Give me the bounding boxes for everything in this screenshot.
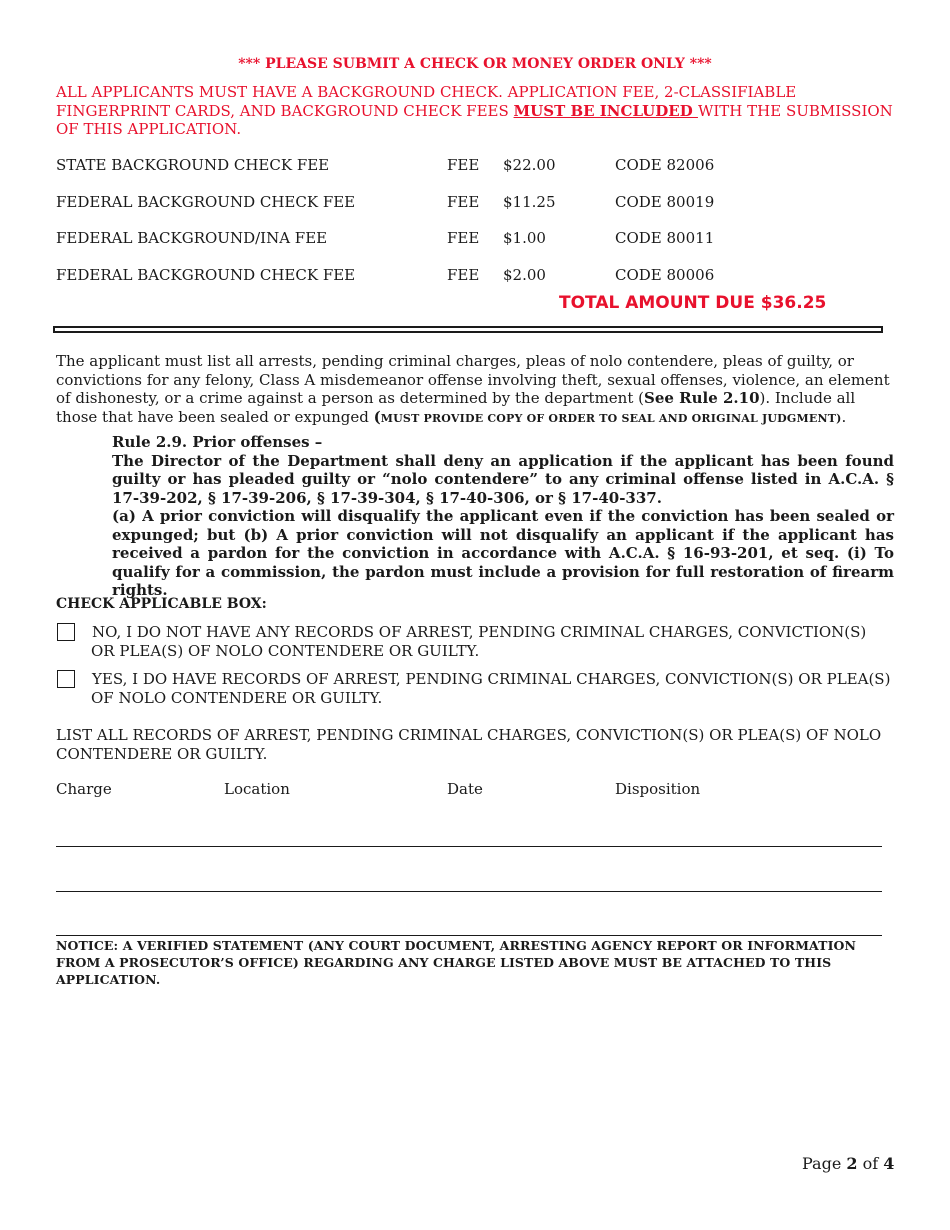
fee-name: STATE BACKGROUND CHECK FEE [56,156,330,174]
column-location: Location [224,780,290,798]
rule-body-1: The Director of the Department shall deny an application if the applicant has been found guilty or has pleaded guilty or “nolo contendere” to any criminal offense listed in A.C.A. § 17-39-202, § 17-39-206, § 17-39-304, § 17-40-306, or § 17-40-337. [112,451,894,507]
fee-label: FEE [447,229,480,247]
no-records-checkbox[interactable] [57,623,75,641]
no-records-option: NO, I DO NOT HAVE ANY RECORDS OF ARREST, PENDING CRIMINAL CHARGES, CONVICTION(S) OR PLEA(S) OF NOLO CONTENDERE OR GUILTY. [91,623,867,660]
disclosure-text-2: ). Include all those that have been sealed or expunged [56,389,856,426]
record-entry-line[interactable] [56,935,882,936]
page-current: 2 [846,1154,858,1173]
yes-records-option: YES, I DO HAVE RECORDS OF ARREST, PENDING CRIMINAL CHARGES, CONVICTION(S) OR PLEA(S) OF NOLO CONTENDERE OR GUILTY. [91,670,891,707]
disclosure-text-1: The applicant must list all arrests, pending criminal charges, pleas of nolo contendere, pleas of guilty, or convictions for any felony, Class A misdemeanor offense involving theft, sexual offenses, violence, an element of dishonesty, or a crime against a person as determined by the department ( [56,352,890,407]
page-number [802,1154,894,1173]
check-applicable-label: CHECK APPLICABLE BOX: [56,596,267,612]
intro-text-start: ALL APPLICANTS MUST HAVE A BACKGROUND CHECK. APPLICATION FEE, 2-CLASSIFIABLE FINGERPRINT CARDS, AND BACKGROUND CHECK FEES [56,83,797,120]
fee-name: FEDERAL BACKGROUND/INA FEE [56,229,328,247]
column-disposition: Disposition [615,780,701,798]
fee-amount: $2.00 [503,266,546,284]
fee-label: FEE [447,193,480,211]
fee-code: CODE 82006 [615,156,715,174]
page-total: 4 [883,1154,895,1173]
disclosure-text-3: . [841,407,847,426]
column-charge: Charge [56,780,112,798]
page-of: of [857,1154,884,1173]
intro-text-end: WITH THE SUBMISSION OF THIS APPLICATION. [56,101,893,138]
fee-amount: $22.00 [503,156,556,174]
fee-code: CODE 80006 [615,266,715,284]
fee-code: CODE 80011 [615,229,715,247]
fee-name: FEDERAL BACKGROUND CHECK FEE [56,266,356,284]
section-divider [53,326,883,333]
rule-body-2: (a) A prior conviction will disqualify the applicant even if the conviction has been sealed or expunged; but (b) A prior conviction will not disqualify an applicant if the applicant has received a pardon for the conviction in accordance with A.C.A. § 16-93-201, et seq. (i) To qualify for a commission, the pardon must include a provision for full restoration of firearm rights. [112,507,894,599]
rule-title: Rule 2.9. Prior offenses – [112,433,323,451]
fee-label: FEE [447,266,480,284]
fee-amount: $1.00 [503,229,546,247]
rule-reference: See Rule 2.10 [644,389,760,407]
order-note: MUST PROVIDE COPY OF ORDER TO SEAL AND ORIGINAL JUDGMENT) [380,411,842,425]
submit-notice: *** PLEASE SUBMIT A CHECK OR MONEY ORDER ONLY *** [238,56,712,72]
fee-code: CODE 80019 [615,193,715,211]
yes-records-checkbox[interactable] [57,670,75,688]
disclosure-paragraph [56,352,901,428]
total-amount-due: TOTAL AMOUNT DUE $36.25 [559,293,827,313]
paren-open: ( [373,407,381,426]
verified-statement-notice: NOTICE: A VERIFIED STATEMENT (ANY COURT DOCUMENT, ARRESTING AGENCY REPORT OR INFORMATION FROM A PROSECUTOR’S OFFICE) REGARDING ANY CHARGE LISTED ABOVE MUST BE ATTACHED TO THIS APPLICATION. [56,938,857,987]
fee-label: FEE [447,156,480,174]
column-date: Date [447,780,483,798]
record-entry-line[interactable] [56,846,882,847]
fee-row [0,156,950,176]
records-instruction: LIST ALL RECORDS OF ARREST, PENDING CRIMINAL CHARGES, CONVICTION(S) OR PLEA(S) OF NOLO CONTENDERE OR GUILTY. [56,726,882,763]
fee-row [0,193,950,213]
fee-amount: $11.25 [503,193,556,211]
intro-emphasis: MUST BE INCLUDED [513,101,698,120]
fee-name: FEDERAL BACKGROUND CHECK FEE [56,193,356,211]
rule-2-9-block [112,433,894,600]
fee-row [0,266,950,286]
fee-row [0,229,950,249]
intro-notice [56,83,906,139]
page-word: Page [802,1154,847,1173]
record-entry-line[interactable] [56,891,882,892]
